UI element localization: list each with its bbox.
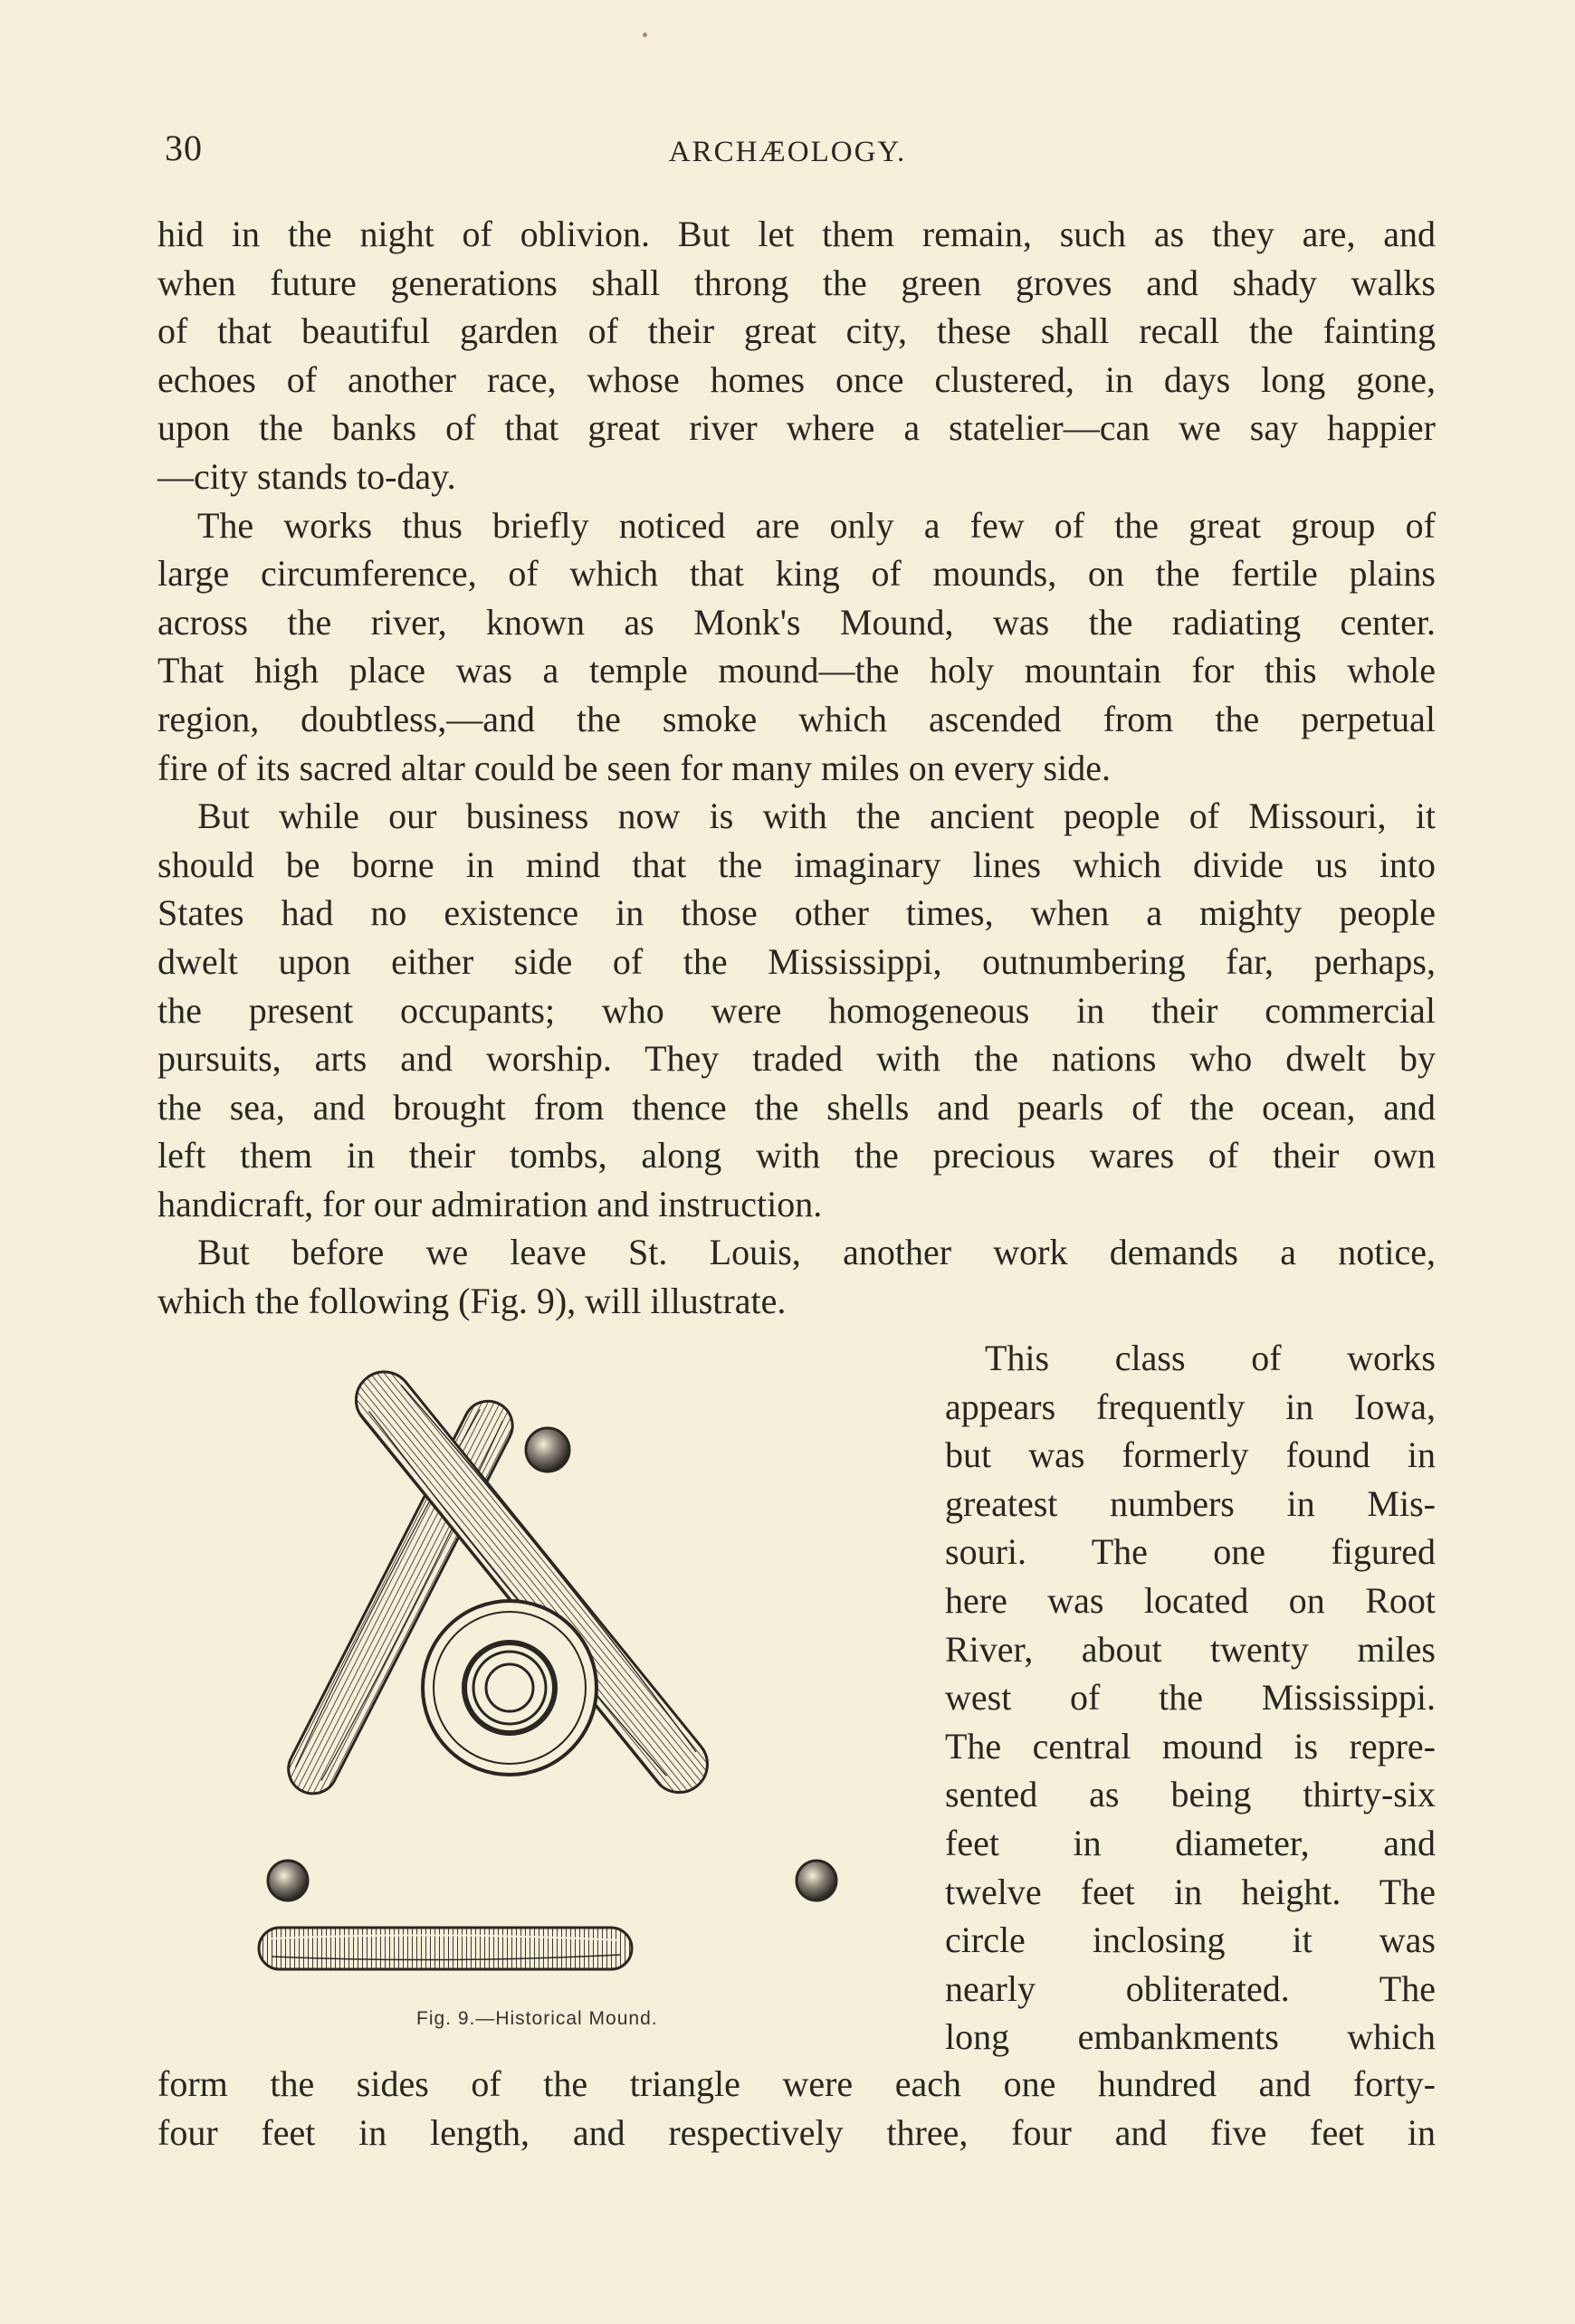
text-line: form the sides of the triangle were each one hundred and forty-: [158, 2063, 1436, 2104]
text-line: here was located on Root: [945, 1579, 1436, 1621]
text-line: souri. The one figured: [945, 1531, 1436, 1573]
text-line: which the following (Fig. 9), will illustrate.: [158, 1281, 787, 1322]
text-line: sented as being thirty-six: [945, 1774, 1436, 1815]
text-line: dwelt upon either side of the Mississippi, outnumbering far, perhaps,: [158, 940, 1436, 982]
text-line: appears frequently in Iowa,: [945, 1386, 1436, 1427]
text-line: left them in their tombs, along with the precious wares of their own: [158, 1135, 1436, 1176]
text-line: The central mound is repre-: [945, 1725, 1436, 1767]
body-text: [158, 210, 1436, 1326]
side-text: [945, 1334, 1436, 2062]
text-line: upon the banks of that great river where a statelier—can we say happier: [158, 407, 1436, 449]
small-mound-top: [526, 1428, 569, 1472]
small-mound-right: [797, 1861, 836, 1900]
text-line: echoes of another race, whose homes once clustered, in days long gone,: [158, 358, 1436, 400]
text-line: circle inclosing it was: [945, 1919, 1436, 1961]
text-line: but was formerly found in: [945, 1434, 1436, 1476]
text-line: The works thus briefly noticed are only a few of the great group of: [197, 504, 1436, 546]
text-line: large circumference, of which that king of mounds, on the fertile plains: [158, 553, 1436, 595]
text-line: when future generations shall throng the green groves and shady walks: [158, 262, 1436, 303]
text-line: across the river, known as Monk's Mound, was the radiating center.: [158, 601, 1436, 643]
small-mound-left: [268, 1861, 308, 1900]
text-line: River, about twenty miles: [945, 1628, 1436, 1670]
text-line: handicraft, for our admiration and instruction.: [158, 1183, 823, 1224]
text-line: feet in diameter, and: [945, 1822, 1436, 1863]
text-line: of that beautiful garden of their great city, these shall recall the fainting: [158, 310, 1436, 352]
text-line: region, doubtless,—and the smoke which ascended from the perpetual: [158, 698, 1436, 739]
figure-historical-mound: [172, 1367, 860, 2000]
ink-speck: [643, 33, 647, 37]
running-head: ARCHÆOLOGY.: [668, 136, 907, 168]
text-line: four feet in length, and respectively three, four and five feet in: [158, 2111, 1436, 2153]
text-line: States had no existence in those other times, when a mighty people: [158, 892, 1436, 934]
text-line: hid in the night of oblivion. But let them remain, such as they are, and: [158, 214, 1436, 254]
text-line: But before we leave St. Louis, another work demands a notice,: [197, 1232, 1436, 1273]
central-mound: [423, 1601, 597, 1775]
text-line: But while our business now is with the ancient people of Missouri, it: [197, 795, 1436, 837]
text-line: That high place was a temple mound—the holy mountain for this whole: [158, 650, 1436, 691]
text-line: the present occupants; who were homogeneous in their commercial: [158, 989, 1436, 1031]
text-line: greatest numbers in Mis-: [945, 1482, 1436, 1524]
mound-engraving: [172, 1367, 860, 2000]
text-line: nearly obliterated. The: [945, 1967, 1436, 2009]
text-line: should be borne in mind that the imaginary lines which divide us into: [158, 843, 1436, 885]
page-number: 30: [165, 128, 203, 168]
text-line: the sea, and brought from thence the shells and pearls of the ocean, and: [158, 1086, 1436, 1128]
text-line: This class of works: [985, 1338, 1436, 1378]
bottom-embankment: [259, 1928, 632, 1969]
figure-caption: Fig. 9.—Historical Mound.: [416, 2008, 658, 2029]
bottom-text: [158, 2060, 1436, 2157]
text-line: west of the Mississippi.: [945, 1677, 1436, 1719]
text-line: pursuits, arts and worship. They traded with the nations who dwelt by: [158, 1038, 1436, 1080]
text-line: twelve feet in height. The: [945, 1871, 1436, 1912]
text-line: —city stands to-day.: [158, 455, 456, 497]
text-line: fire of its sacred altar could be seen for many miles on every side.: [158, 747, 1111, 788]
text-line: long embankments which: [945, 2016, 1436, 2058]
